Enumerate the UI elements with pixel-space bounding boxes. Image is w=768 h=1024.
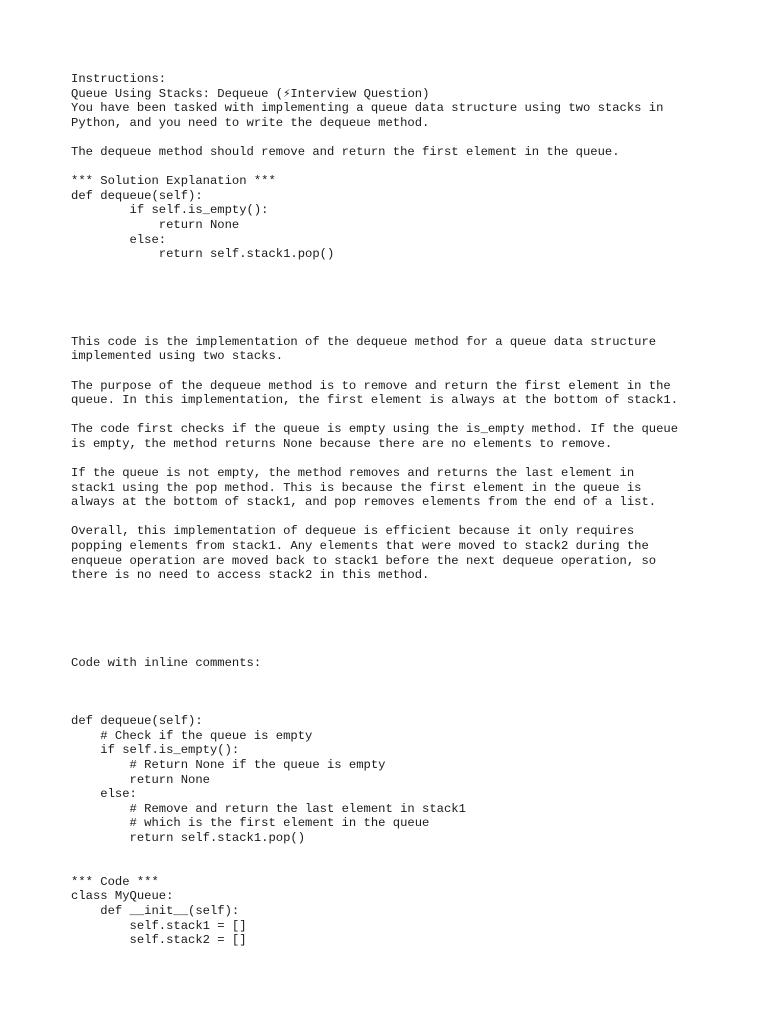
code-line: # which is the first element in the queue: [71, 816, 430, 831]
code-line: if self.is_empty():: [71, 203, 269, 218]
code-line: class MyQueue:: [71, 889, 174, 904]
commented-code-heading: Code with inline comments:: [71, 655, 262, 670]
text-line: popping elements from stack1. Any elements that were moved to stack2 during the: [71, 539, 649, 554]
text-line: Overall, this implementation of dequeue is efficient because it only requires: [71, 524, 635, 539]
code-line: return self.stack1.pop(): [71, 830, 306, 845]
code-line: if self.is_empty():: [71, 743, 240, 758]
text-line: If the queue is not empty, the method removes and returns the last element in: [71, 466, 635, 481]
solution-heading: *** Solution Explanation ***: [71, 174, 276, 189]
task-text-line-1: You have been tasked with implementing a queue data structure using two stacks in: [71, 101, 664, 116]
code-section-heading: *** Code ***: [71, 874, 159, 889]
code-line: return None: [71, 772, 210, 787]
text-line: queue. In this implementation, the first element is always at the bottom of stack1.: [71, 393, 679, 408]
class-code-block: [71, 889, 751, 947]
code-line: def dequeue(self):: [71, 188, 203, 203]
text-line: there is no need to access stack2 in this method.: [71, 568, 430, 583]
text-line: enqueue operation are moved back to stack1 before the next dequeue operation, so: [71, 553, 657, 568]
document-title: Queue Using Stacks: Dequeue (⚡Interview Question): [71, 86, 430, 101]
commented-code-block: [71, 714, 751, 845]
text-line: implemented using two stacks.: [71, 349, 284, 364]
code-line: def __init__(self):: [71, 903, 240, 918]
text-line: The code first checks if the queue is empty using the is_empty method. If the queue: [71, 422, 679, 437]
code-line: # Remove and return the last element in stack1: [71, 801, 466, 816]
explanation-paragraph-1: [71, 335, 751, 364]
code-line: else:: [71, 787, 137, 802]
instructions-label: Instructions:: [71, 72, 167, 86]
code-line: self.stack2 = []: [71, 933, 247, 948]
explanation-paragraph-4: [71, 466, 751, 510]
text-line: The purpose of the dequeue method is to remove and return the first element in the: [71, 378, 671, 393]
solution-code-block: [71, 189, 751, 262]
text-line: always at the bottom of stack1, and pop removes elements from the end of a list.: [71, 495, 657, 510]
code-line: return None: [71, 217, 240, 232]
explanation-paragraph-2: [71, 379, 751, 408]
text-line: stack1 using the pop method. This is because the first element in the queue is: [71, 480, 642, 495]
code-line: return self.stack1.pop(): [71, 247, 335, 262]
code-line: # Return None if the queue is empty: [71, 757, 386, 772]
explanation-paragraph-3: [71, 422, 751, 451]
document-page: [71, 72, 751, 948]
text-line: is empty, the method returns None because there are no elements to remove.: [71, 436, 613, 451]
requirement-text: The dequeue method should remove and return the first element in the queue.: [71, 144, 620, 159]
text-line: This code is the implementation of the dequeue method for a queue data structure: [71, 334, 657, 349]
code-line: # Check if the queue is empty: [71, 728, 313, 743]
code-line: self.stack1 = []: [71, 918, 247, 933]
explanation-paragraph-5: [71, 524, 751, 582]
task-text-line-2: Python, and you need to write the dequeue method.: [71, 115, 430, 130]
code-line: else:: [71, 232, 167, 247]
code-line: def dequeue(self):: [71, 714, 203, 729]
